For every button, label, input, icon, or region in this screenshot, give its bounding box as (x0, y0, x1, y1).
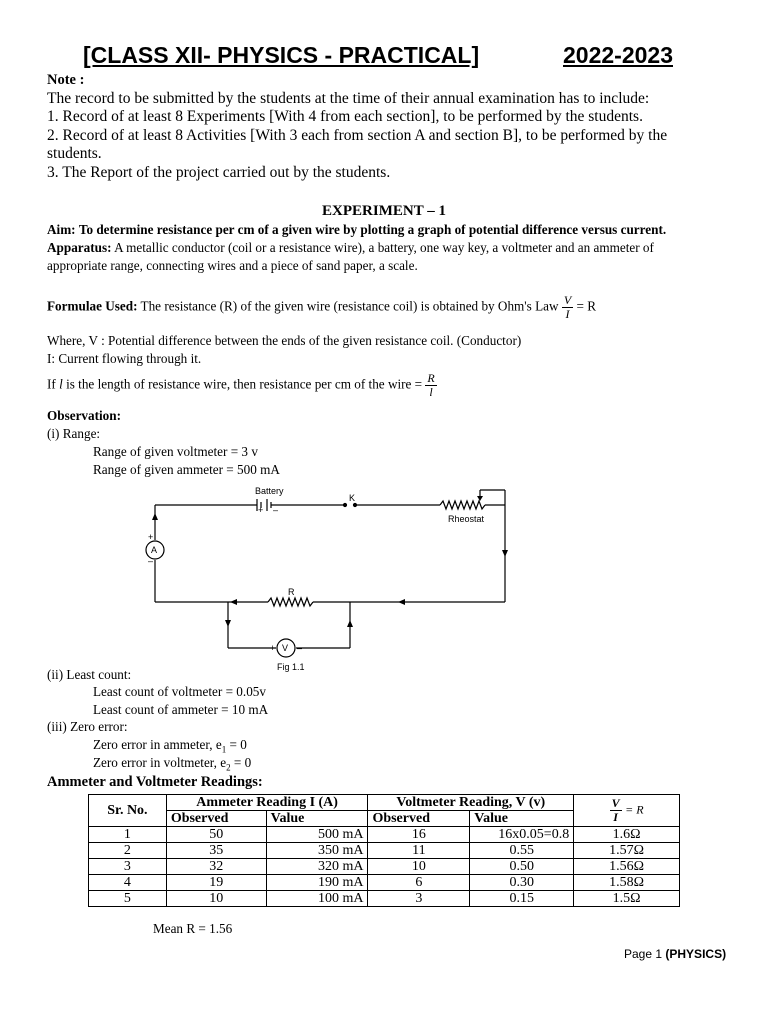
fraction-denominator: l (429, 385, 433, 399)
aim (47, 222, 666, 238)
voltmeter-minus: – (297, 643, 303, 653)
cell-amm-observed: 35 (166, 843, 266, 859)
subscript: 1 (221, 744, 227, 755)
header-voltmeter: Voltmeter Reading, V (v) (368, 795, 574, 811)
where-v: Where, V : Potential difference between the ends of the given resistance coil. (Conductor) (47, 333, 522, 348)
cell-volt-observed: 6 (368, 875, 470, 891)
note-item-1: 1. Record of at least 8 Experiments [With 4 from each section], to be performed by the students. (47, 108, 643, 125)
table-row (89, 891, 680, 907)
table-title: Ammeter and Voltmeter Readings: (47, 774, 263, 790)
zero-error-label: (iii) Zero error: (47, 719, 128, 734)
apparatus-cont: appropriate range, connecting wires and a piece of sand paper, a scale. (47, 258, 418, 273)
readings-table (88, 794, 680, 907)
cell-volt-value: 0.55 (470, 843, 574, 859)
header-amm-value: Value (266, 811, 368, 827)
cell-resistance: 1.56Ω (574, 859, 680, 875)
note-item-3: 3. The Report of the project carried out by the students. (47, 164, 391, 181)
length-symbol: l (59, 376, 63, 392)
document-title: [CLASS XII- PHYSICS - PRACTICAL] (83, 42, 480, 68)
fraction-numerator: R (427, 371, 435, 385)
aim-text: To determine resistance per cm of a given wire by plotting a graph of potential difference versus current. (78, 222, 667, 237)
page-number: Page 1 (624, 947, 663, 961)
key-label: K (349, 493, 356, 503)
ammeter-plus: + (148, 532, 154, 542)
cell-amm-value: 190 mA (266, 875, 368, 891)
resistance-per-cm (47, 372, 437, 399)
cell-amm-value: 100 mA (266, 891, 368, 907)
note-intro: The record to be submitted by the students at the time of their annual examination has to include: (47, 90, 650, 107)
cell-amm-observed: 32 (166, 859, 266, 875)
footer-subject: (PHYSICS) (665, 947, 727, 961)
zero-error-ammeter-text: Zero error in ammeter, e (93, 737, 222, 752)
range-ammeter: Range of given ammeter = 500 mA (93, 462, 280, 477)
if-text: If (47, 376, 56, 392)
cell-sr: 1 (89, 827, 167, 843)
table-row (89, 843, 680, 859)
apparatus-label: Apparatus: (47, 240, 112, 255)
r-over-l-fraction (425, 372, 436, 399)
ohm-fraction (562, 294, 573, 321)
per-cm-text: is the length of resistance wire, then resistance per cm of the wire = (66, 376, 423, 392)
cell-volt-value: 16x0.05=0.8 (470, 827, 574, 843)
mean-resistance: Mean R = 1.56 (153, 921, 233, 936)
battery-minus: – (273, 505, 279, 515)
zero-error-voltmeter-text: Zero error in voltmeter, e (93, 755, 227, 770)
resistor-label: R (288, 587, 295, 597)
experiment-title: EXPERIMENT – 1 (322, 203, 446, 219)
zero-error-voltmeter (93, 755, 251, 773)
ammeter-symbol: A (151, 545, 158, 555)
v-over-i-fraction (610, 797, 622, 824)
voltmeter-symbol: V (282, 643, 289, 653)
note-item-2: 2. Record of at least 8 Activities [With 3 each from section A and section B], to be performed by the (47, 127, 668, 144)
range-label: (i) Range: (47, 426, 101, 441)
cell-sr: 3 (89, 859, 167, 875)
cell-resistance: 1.57Ω (574, 843, 680, 859)
apparatus-text: A metallic conductor (coil or a resistance wire), a battery, one way key, a voltmeter and an ammeter of (114, 240, 654, 255)
table-row (89, 859, 680, 875)
cell-amm-observed: 10 (166, 891, 266, 907)
least-count-label: (ii) Least count: (47, 667, 132, 682)
academic-year: 2022-2023 (563, 42, 673, 68)
observation-label: Observation: (47, 408, 121, 423)
fraction-numerator: V (611, 796, 620, 810)
battery-plus: + (258, 505, 264, 515)
zero-error-ammeter (93, 737, 247, 755)
cell-volt-observed: 11 (368, 843, 470, 859)
apparatus (47, 240, 654, 256)
header-ammeter: Ammeter Reading I (A) (166, 795, 368, 811)
cell-resistance: 1.6Ω (574, 827, 680, 843)
header-volt-value: Value (470, 811, 574, 827)
cell-volt-value: 0.50 (470, 859, 574, 875)
note-label: Note : (47, 72, 85, 88)
table-row (89, 875, 680, 891)
least-count-voltmeter: Least count of voltmeter = 0.05v (93, 684, 266, 699)
cell-amm-value: 350 mA (266, 843, 368, 859)
cell-amm-observed: 19 (166, 875, 266, 891)
cell-volt-observed: 16 (368, 827, 470, 843)
figure-caption: Fig 1.1 (277, 662, 305, 672)
cell-amm-value: 500 mA (266, 827, 368, 843)
table-header-row (89, 795, 680, 811)
cell-volt-observed: 10 (368, 859, 470, 875)
range-voltmeter: Range of given voltmeter = 3 v (93, 444, 258, 459)
cell-volt-value: 0.30 (470, 875, 574, 891)
battery-label: Battery (255, 486, 284, 496)
header-resistance (574, 795, 680, 827)
cell-amm-observed: 50 (166, 827, 266, 843)
cell-volt-value: 0.15 (470, 891, 574, 907)
zero-error-voltmeter-value: = 0 (230, 755, 252, 770)
least-count-ammeter: Least count of ammeter = 10 mA (93, 702, 269, 717)
formula-equals: = R (576, 298, 597, 314)
where-i: I: Current flowing through it. (47, 351, 202, 366)
cell-resistance: 1.5Ω (574, 891, 680, 907)
zero-error-ammeter-value: = 0 (226, 737, 247, 752)
cell-sr: 2 (89, 843, 167, 859)
ammeter-minus: – (148, 556, 154, 566)
circuit-diagram (140, 480, 520, 675)
fraction-denominator: I (565, 307, 570, 321)
cell-sr: 4 (89, 875, 167, 891)
cell-resistance: 1.58Ω (574, 875, 680, 891)
header-amm-observed: Observed (166, 811, 266, 827)
table-row (89, 827, 680, 843)
page-footer (624, 947, 726, 961)
fraction-denominator: I (613, 810, 618, 824)
header-sr-no: Sr. No. (89, 795, 167, 827)
formula-text: The resistance (R) of the given wire (resistance coil) is obtained by Ohm's Law (140, 298, 559, 314)
subscript: 2 (226, 762, 231, 773)
cell-volt-observed: 3 (368, 891, 470, 907)
aim-label: Aim: (47, 222, 76, 237)
voltmeter-plus: + (270, 643, 276, 653)
header-volt-observed: Observed (368, 811, 470, 827)
formula-line (47, 294, 596, 321)
cell-sr: 5 (89, 891, 167, 907)
note-item-2-cont: students. (47, 145, 102, 162)
fraction-numerator: V (563, 293, 572, 307)
rheostat-label: Rheostat (448, 514, 485, 524)
formula-label: Formulae Used: (47, 298, 138, 314)
cell-amm-value: 320 mA (266, 859, 368, 875)
header-r-equals: = R (625, 802, 644, 817)
